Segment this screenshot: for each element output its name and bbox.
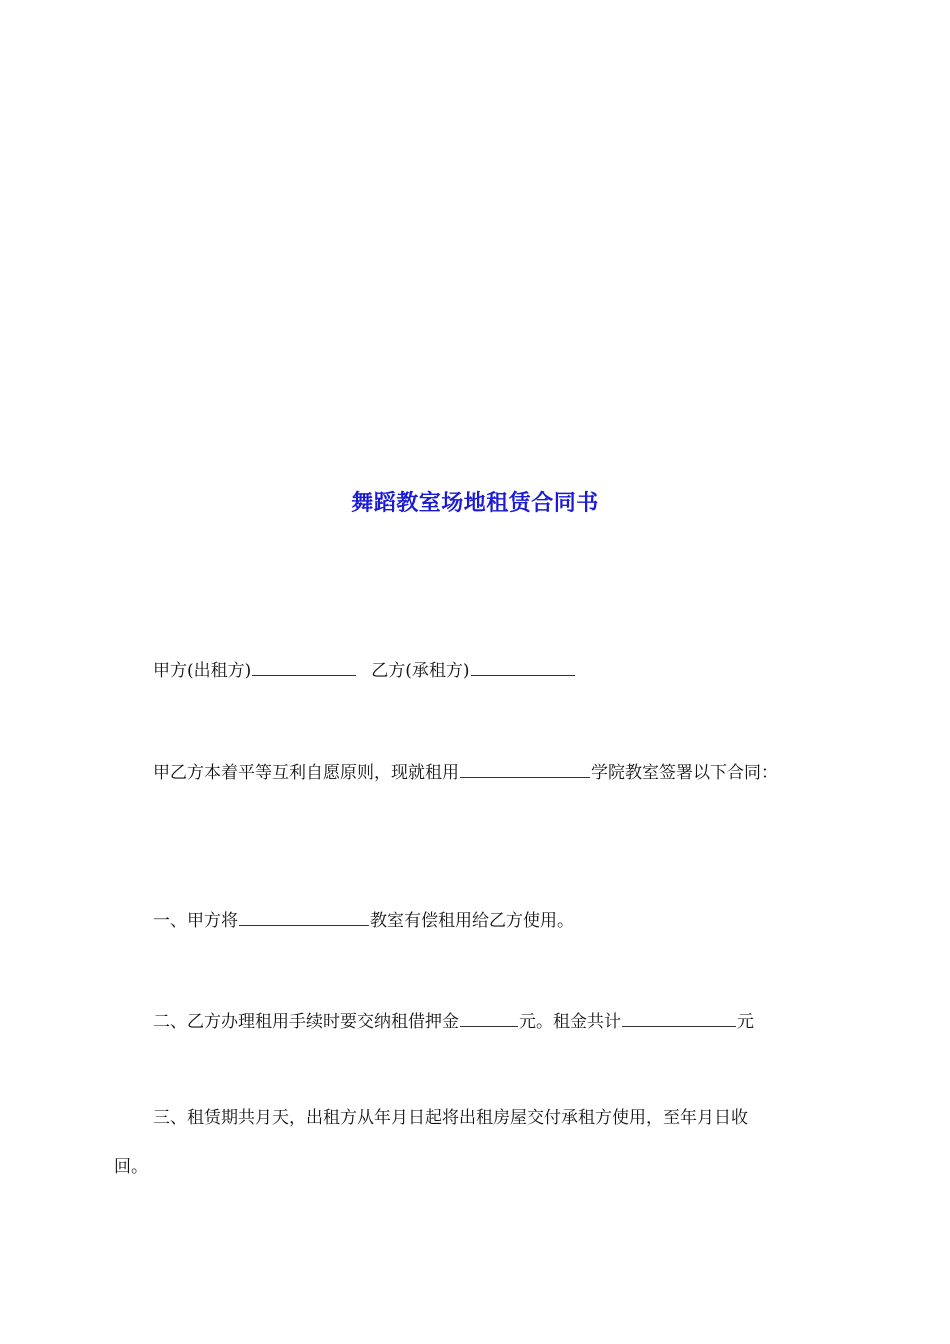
clause-2-start: 二、乙方办理租用手续时要交纳租借押金 bbox=[153, 1012, 459, 1032]
clause-1-start: 一、甲方将 bbox=[153, 911, 238, 931]
clause-1 bbox=[153, 908, 574, 933]
clause-2 bbox=[153, 1009, 754, 1034]
clause-1-end: 教室有偿租用给乙方使用。 bbox=[370, 911, 574, 931]
clause-2-middle: 元。租金共计 bbox=[519, 1012, 621, 1032]
clause-3-line-2: 回。 bbox=[114, 1157, 148, 1177]
intro-text-start: 甲乙方本着平等互利自愿原则，现就租用 bbox=[153, 763, 459, 783]
party-b-blank bbox=[471, 658, 575, 676]
clause-2-end: 元 bbox=[737, 1012, 754, 1032]
college-name-blank bbox=[460, 760, 590, 778]
party-a-blank bbox=[252, 658, 356, 676]
intro-line bbox=[153, 760, 778, 785]
rent-total-blank bbox=[622, 1009, 736, 1027]
parties-line bbox=[153, 658, 576, 683]
clause-3-line-1: 三、租赁期共月天，出租方从年月日起将出租房屋交付承租方使用，至年月日收 bbox=[153, 1108, 748, 1128]
document-title: 舞蹈教室场地租赁合同书 bbox=[351, 491, 599, 516]
classroom-blank bbox=[239, 908, 369, 926]
party-b-label: 乙方(承租方) bbox=[371, 661, 470, 681]
party-a-label: 甲方(出租方) bbox=[153, 661, 252, 681]
deposit-blank bbox=[460, 1009, 518, 1027]
intro-text-end: 学院教室签署以下合同： bbox=[591, 763, 778, 783]
